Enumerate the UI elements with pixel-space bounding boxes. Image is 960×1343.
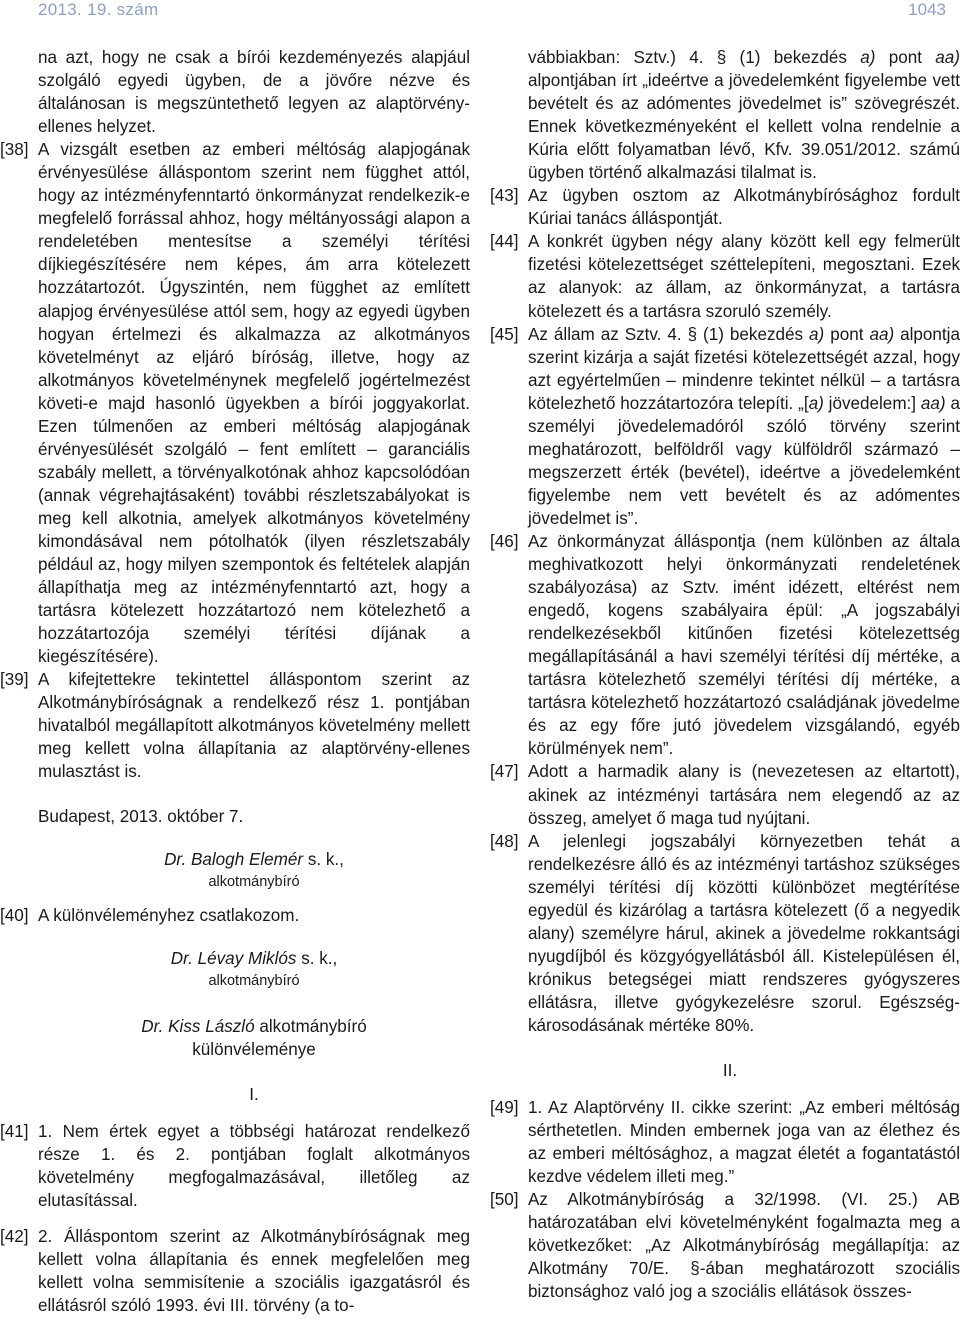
paragraph-39 [0, 668, 470, 783]
right-column [490, 46, 960, 1303]
issue-header: 2013. 19. szám [38, 0, 159, 19]
dissent-heading [38, 1015, 470, 1038]
paragraph-text: A jelenlegi jogszabályi környezetben tehát a rendelkezésre álló és az intézményi tartáshoz szükséges személyi térítési díj közötti különbözet megtérítése egyedül és kizárólag a tartásra kötelezett (ő a negyedik alany) személyre hárul, akinek a jövedelme rokkantsági nyugdíjból és közgyógyellátásból áll. Kistelepülésen él, krónikus betegségei miatt rendszeres gyógyszeres ellátásra, illetve gyógykezelésre szorul. Egészség-károsodásának mértéke 80%. [528, 831, 960, 1035]
continuation-paragraph [0, 46, 470, 138]
signature-suffix: s. k., [307, 849, 344, 869]
section-heading: I. [249, 1084, 259, 1104]
page-number: 1043 [908, 0, 946, 19]
dissent-prefix: Dr. [141, 1016, 164, 1036]
signature-name: Lévay Miklós [197, 948, 297, 968]
paragraph-44 [490, 230, 960, 322]
paragraph-text: A különvéleményhez csatlakozom. [38, 905, 300, 925]
paragraph-number: [39] [0, 670, 29, 690]
paragraph-number: [47] [490, 762, 519, 782]
paragraph-text: A vizsgált esetben az emberi méltóság alapjogának érvényesülése álláspontom szerint nem függhet attól, hogy az intézményfenntartó önkormányzat rendelkezik-e megfelelő forrással ahhoz, hogy méltányossági alapon a rendeletében mentesítse a személyi térítési díjkiegészítésére nem képes, ám arra kötelezett hozzátartozót. Úgyszintén, nem függhet az említett alapjog érvényesülése attól sem, hogy az egyedi ügyben hogyan értelmezi és alkalmazza az alkotmányos követelményt az eljáró bíróság, illetve, hogy az alkotmányos követelménynek megfelelő jogértelmezést követi-e majd hasonló ügyekben a bírói joggyakorlat. Ezen túlmenően az emberi méltóság alapjogának érvényesülését szolgáló – fent említett – garanciális szabály mellett, a törvényalkotónak ahhoz kapcsolódóan (annak végrehajtásaként) további részletszabályokat is meg kell alkotnia, amelyek alkotmányos követelmény kimondásával nem pótolhatók (ilyen részletszabály például az, hogy milyen szempontok és feltételek alapján állapíthatja meg az intézményfenntartó azt, hogy a tartásra kötelezett hozzátartozó nem kötelezhető a hozzátartozója személyi térítési díjának a kiegészítésére). [38, 140, 470, 667]
paragraph-number: [42] [0, 1227, 29, 1247]
paragraph-text: A kifejtettekre tekintettel álláspontom szerint az Alkotmánybíróságnak a rendelkező rész 1. pontjában hivatalból megállapított alkotmányos követelmény mellett meg kellett volna állapítania az alaptörvény-ellenes mulasztást is. [38, 670, 470, 782]
signature-2 [38, 947, 470, 970]
signature-prefix: Dr. [170, 948, 193, 968]
paragraph-text: vábbiakban: Sztv.) 4. § (1) bekezdés a) pont aa) alpontjában írt „ideértve a jövedelemként figyelembe vett bevételt és az adómentes jövedelmet is” szövegrészét. Ennek következményeként el kellett volna rendelnie a Kúria előtt folyamatban lévő, Kfv. 39.051/2012. számú ügyben történő alkalmazási tilalmat is. [528, 48, 960, 183]
date-line: Budapest, 2013. október 7. [38, 806, 244, 826]
paragraph-40 [0, 904, 470, 927]
paragraph-number: [41] [0, 1121, 29, 1141]
dissent-heading-line2: különvéleménye [192, 1039, 316, 1059]
paragraph-46 [490, 530, 960, 760]
paragraph-number: [50] [490, 1190, 519, 1210]
paragraph-text: Az állam az Sztv. 4. § (1) bekezdés a) pont aa) alpontja szerint kizárja a saját fizetési kötelezettségét azzal, hogy azt egyértelműen – mindenre tekintet nélkül – a tartásra kötelezhető hozzátartozóra telepíti. „[a) jövedelem:] aa) a személyi jövedelemadóról szóló törvény szerint meghatározott, belföldről vagy külföldről származó – megszerzett érték (bevétel), ideértve a jövedelemként figyelembe nem vett bevételt és az adómentes jövedelmet is”. [528, 324, 960, 528]
left-column [0, 46, 470, 1317]
section-heading: II. [722, 1061, 738, 1081]
paragraph-text: A konkrét ügyben négy alany között kell egy felmerült fizetési kötelezettséget széttelepíteni, megosztani. Ezek az alanyok: az állam, az önkormányzat, a tartásra kötelezett és a tartásra szoruló személy. [528, 232, 960, 321]
signature-1 [38, 848, 470, 871]
paragraph-number: [48] [490, 831, 519, 851]
dissent-role: alkotmánybíró [259, 1016, 367, 1036]
signature-suffix: s. k., [301, 948, 338, 968]
paragraph-text: Az Alkotmánybíróság a 32/1998. (VI. 25.) AB határozatában elvi követelményként fogalmazta meg a következőket: „Az Alkotmánybíróság megállapítja: az Alkotmány 70/E. §-ában meghatározott szociális biztonsághoz való jog a szociális ellátások összes- [528, 1190, 960, 1302]
paragraph-number: [40] [0, 905, 29, 925]
paragraph-text: 2. Álláspontom szerint az Alkotmánybíróságnak meg kellett volna állapítania és ennek megfelelően meg kellett volna semmisítenie a szociális igazgatásról és ellátásról szóló 1993. évi III. törvény (a to- [38, 1227, 470, 1316]
paragraph-49 [490, 1096, 960, 1188]
paragraph-text: Az önkormányzat álláspontja (nem különben az általa meghivatkozott helyi önkormányzati rendeletének szabályozása) az Sztv. imént idézett, eltérést nem engedő, kogens szabályaira épül: „A jogszabályi rendelkezésekből kitűnően fizetési kötelezettség megállapításánál a havi személyi térítési díj mértéke, a tartásra kötelezhető személyi térítési díj mértéke, a tartásra kötelezhető hozzátartozó családjának jövedelme és az egy főre jutó jövedelem vizsgálandó, egyéb körülmények nem”. [528, 531, 960, 759]
paragraph-text: Az ügyben osztom az Alkotmánybírósághoz fordult Kúriai tanács álláspontját. [528, 186, 960, 229]
paragraph-text: Adott a harmadik alany is (nevezetesen az eltartott), akinek az intézményi tartására nem elegendő az az összeg, amelyet ő maga tud nyújtani. [528, 762, 960, 828]
paragraph-41 [0, 1120, 470, 1212]
paragraph-number: [49] [490, 1098, 519, 1118]
paragraph-text: 1. Az Alaptörvény II. cikke szerint: „Az emberi méltóság sérthetetlen. Minden embernek joga van az élethez és az emberi méltósághoz, a magzat életét a fogantatástól kezdve védelem illeti meg.” [528, 1098, 960, 1187]
signature-title: alkotmánybíró [208, 873, 300, 890]
paragraph-48 [490, 830, 960, 1037]
paragraph-43 [490, 184, 960, 230]
paragraph-42 [0, 1225, 470, 1317]
signature-title: alkotmánybíró [208, 972, 300, 989]
paragraph-50 [490, 1188, 960, 1303]
paragraph-text: na azt, hogy ne csak a bírói kezdeményezés alapjául szolgáló egyedi ügyben, de a jövőre nézve és általánosan is megszüntethető legyen az alaptörvény-ellenes helyzet. [38, 48, 470, 137]
dissent-name: Kiss László [168, 1016, 255, 1036]
signature-name: Balogh Elemér [190, 849, 304, 869]
paragraph-number: [44] [490, 232, 519, 252]
paragraph-45 [490, 323, 960, 530]
paragraph-38 [0, 138, 470, 668]
paragraph-47 [490, 760, 960, 829]
paragraph-number: [45] [490, 324, 519, 344]
continuation-paragraph [490, 46, 960, 184]
paragraph-number: [38] [0, 140, 29, 160]
paragraph-number: [43] [490, 186, 519, 206]
paragraph-text: 1. Nem értek egyet a többségi határozat rendelkező része 1. és 2. pontjában foglalt alkotmányos követelmény megfogalmazásával, illetőleg az elutasítással. [38, 1121, 470, 1211]
paragraph-number: [46] [490, 531, 519, 551]
signature-prefix: Dr. [164, 849, 187, 869]
